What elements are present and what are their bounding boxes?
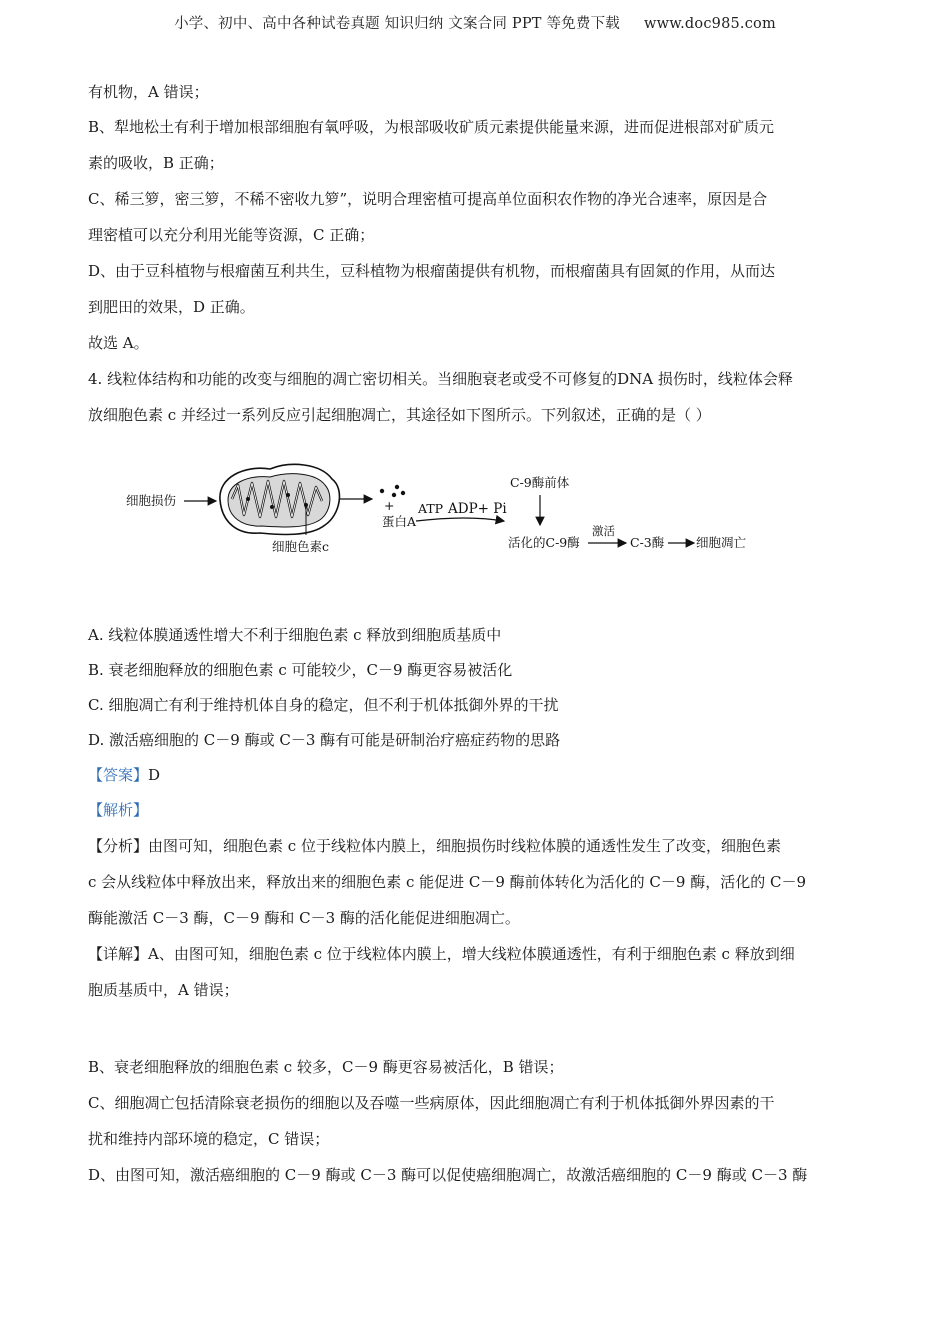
mitochondrion-icon [220, 464, 340, 534]
analysis-line: 扰和维持内部环境的稳定，C 错误； [88, 1130, 330, 1148]
analysis-line: 【分析】由图可知，细胞色素 c 位于线粒体内膜上，细胞损伤时线粒体膜的通透性发生了改变，细胞色素 [88, 837, 781, 855]
text-line: 故选 A。 [88, 334, 149, 352]
cytc-dot [392, 493, 396, 497]
cytc-dot [395, 485, 399, 489]
plus-sign: + [384, 498, 395, 513]
option-c: C. 细胞凋亡有利于维持机体自身的稳定，但不利于机体抵御外界的干扰 [88, 696, 559, 714]
label-activate: 激活 [592, 524, 615, 538]
answer-tag: 【答案】 [88, 766, 149, 784]
text-line: 到肥田的效果，D 正确。 [88, 298, 255, 316]
answer-value: D [148, 766, 161, 784]
analysis-line: 【详解】A、由图可知，细胞色素 c 位于线粒体内膜上，增大线粒体膜通透性，有利于细胞色素 c 释放到细 [88, 945, 795, 963]
analysis-line: B、衰老细胞释放的细胞色素 c 较多，C－9 酶更容易被活化，B 错误； [88, 1058, 564, 1076]
label-adp-pi: ADP+ Pi [448, 501, 507, 517]
cytc-dot [401, 491, 405, 495]
question-stem: 4. 线粒体结构和功能的改变与细胞的凋亡密切相关。当细胞衰老或受不可修复的DNA 损伤时，线粒体会释 [88, 370, 793, 388]
label-c9-precursor: C-9酶前体 [510, 475, 570, 490]
text-line: D、由于豆科植物与根瘤菌互利共生，豆科植物为根瘤菌提供有机物，而根瘤菌具有固氮的作用，从而达 [88, 262, 776, 280]
label-atp: ATP [418, 501, 444, 516]
label-cell-damage: 细胞损伤 [126, 493, 177, 508]
option-b: B. 衰老细胞释放的细胞色素 c 可能较少，C－9 酶更容易被活化 [88, 661, 513, 679]
text-line: 理密植可以充分利用光能等资源，C 正确； [88, 226, 375, 244]
answer-line [88, 765, 160, 785]
analysis-line: C、细胞凋亡包括清除衰老损伤的细胞以及吞噬一些病原体，因此细胞凋亡有利于机体抵御外界因素的干 [88, 1094, 775, 1112]
label-protein-a: 蛋白A [382, 514, 417, 529]
page-header [0, 12, 950, 33]
analysis-line: 胞质基质中，A 错误； [88, 981, 239, 999]
question-stem: 放细胞色素 c 并经过一系列反应引起细胞凋亡，其途径如下图所示。下列叙述，正确的是（ ） [88, 406, 711, 424]
label-apoptosis: 细胞凋亡 [696, 535, 747, 550]
text-line: 有机物，A 错误； [88, 83, 209, 101]
analysis-line: D、由图可知，激活癌细胞的 C－9 酶或 C－3 酶可以促使癌细胞凋亡，故激活癌细胞的 C－9 酶或 C－3 酶 [88, 1166, 808, 1184]
arrow-atp-hydrolysis [416, 518, 504, 521]
analysis-tag: 【解析】 [88, 801, 149, 819]
analysis-line: c 会从线粒体中释放出来，释放出来的细胞色素 c 能促进 C－9 酶前体转化为活化的 C－9 酶，活化的 C－9 [88, 873, 807, 891]
label-c3: C-3酶 [630, 535, 665, 550]
option-d: D. 激活癌细胞的 C－9 酶或 C－3 酶有可能是研制治疗癌症药物的思路 [88, 731, 561, 749]
label-cytochrome-c: 细胞色素c [272, 539, 330, 554]
cytc-dot [380, 489, 384, 493]
label-activated-c9: 活化的C-9酶 [508, 535, 580, 550]
header-site-link[interactable]: www.doc985.com [643, 16, 776, 32]
analysis-line: 酶能激活 C－3 酶，C－9 酶和 C－3 酶的活化能促进细胞凋亡。 [88, 909, 520, 927]
header-text: 小学、初中、高中各种试卷真题 知识归纳 文案合同 PPT 等免费下载 [174, 16, 620, 32]
text-line: B、犁地松土有利于增加根部细胞有氧呼吸，为根部吸收矿质元素提供能量来源，进而促进根部对矿质元 [88, 118, 775, 136]
option-a: A. 线粒体膜通透性增大不利于细胞色素 c 释放到细胞质基质中 [88, 626, 502, 644]
apoptosis-pathway-diagram [120, 455, 780, 575]
text-line: 素的吸收，B 正确； [88, 154, 224, 172]
text-line: C、稀三箩，密三箩，不稀不密收九箩”，说明合理密植可提高单位面积农作物的净光合速率，原因是合 [88, 190, 768, 208]
